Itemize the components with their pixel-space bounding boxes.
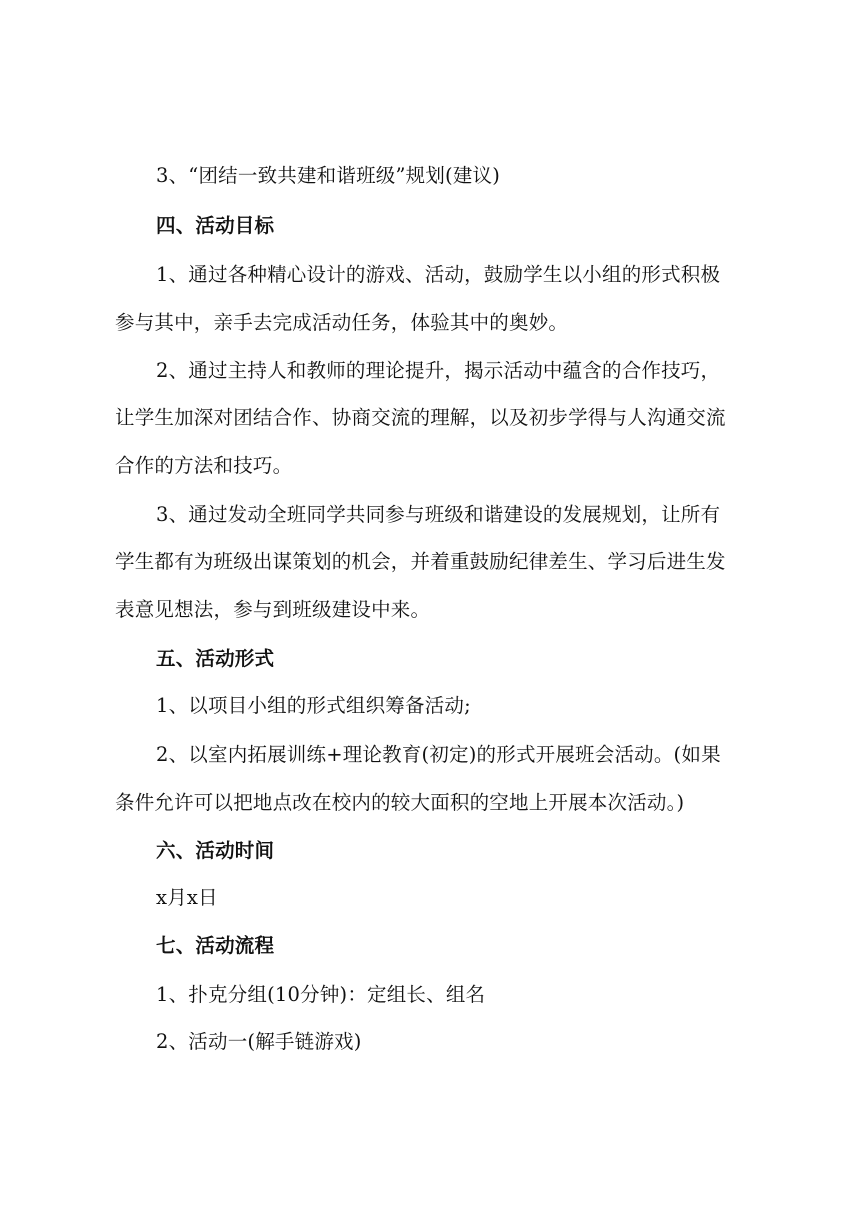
form-item-2-line-1: 2、以室内拓展训练+理论教育(初定)的形式开展班会活动。(如果 [156, 743, 721, 766]
process-step-1: 1、扑克分组(10分钟)：定组长、组名 [156, 983, 486, 1006]
goal-1-line-1: 1、通过各种精心设计的游戏、活动，鼓励学生以小组的形式积极 [156, 263, 721, 286]
section-heading-activity-process: 七、活动流程 [156, 934, 275, 957]
goal-3-line-2: 学生都有为班级出谋策划的机会，并着重鼓励纪律差生、学习后进生发 [115, 550, 726, 573]
form-item-2-line-2: 条件允许可以把地点改在校内的较大面积的空地上开展本次活动。) [115, 791, 685, 814]
section-heading-activity-time: 六、活动时间 [156, 839, 275, 862]
process-step-2: 2、活动一(解手链游戏) [156, 1030, 362, 1053]
goal-1-line-2: 参与其中，亲手去完成活动任务，体验其中的奥妙。 [115, 311, 569, 334]
paragraph-plan-item-3: 3、“团结一致共建和谐班级”规划(建议) [156, 164, 501, 187]
goal-2-line-3: 合作的方法和技巧。 [115, 454, 293, 477]
goal-3-line-1: 3、通过发动全班同学共同参与班级和谐建设的发展规划，让所有 [156, 503, 721, 526]
form-item-1: 1、以项目小组的形式组织筹备活动; [156, 694, 471, 717]
goal-3-line-3: 表意见想法，参与到班级建设中来。 [115, 598, 431, 621]
goal-2-line-2: 让学生加深对团结合作、协商交流的理解，以及初步学得与人沟通交流 [115, 406, 726, 429]
section-heading-activity-form: 五、活动形式 [156, 647, 275, 670]
goal-2-line-1: 2、通过主持人和教师的理论提升，揭示活动中蕴含的合作技巧， [156, 359, 721, 382]
section-heading-activity-goals: 四、活动目标 [156, 214, 275, 237]
activity-date: x月x日 [156, 886, 218, 909]
